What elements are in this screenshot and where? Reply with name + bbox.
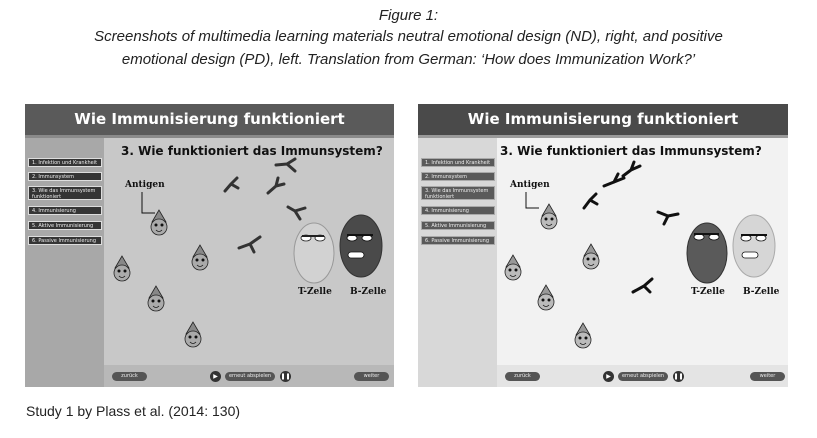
screenshot-neutral-design	[418, 104, 788, 387]
antigen-label: Antigen	[125, 180, 165, 190]
antigen-character	[151, 210, 167, 235]
antigen-character	[192, 245, 208, 270]
back-button[interactable]: zurück	[112, 372, 147, 381]
t-cell-character	[294, 223, 334, 283]
b-cell-character	[340, 215, 382, 277]
figure-source: Study 1 by Plass et al. (2014: 130)	[26, 403, 241, 419]
back-button[interactable]: zurück	[505, 372, 540, 381]
antigen-character	[505, 255, 521, 280]
antibody-icon	[584, 194, 597, 208]
t-cell-character	[687, 223, 727, 283]
pause-icon[interactable]: ❚❚	[280, 373, 291, 380]
antigen-character	[575, 323, 591, 348]
antigen-pointer	[526, 192, 539, 208]
player-controls	[104, 365, 394, 387]
antigen-character	[148, 286, 164, 311]
b-cell-label: B-Zelle	[350, 287, 387, 297]
antigen-character	[538, 285, 554, 310]
lesson-title: Wie Immunisierung funktioniert	[418, 104, 788, 138]
menu-item-how-it-works[interactable]: 3. Wie das Immunsystem funktioniert	[28, 186, 102, 200]
menu-item-immune-system[interactable]: 2. Immunsystem	[28, 172, 102, 181]
antibody-icon	[623, 162, 640, 176]
screenshot-positive-design	[25, 104, 394, 387]
antigen-character	[114, 256, 130, 281]
play-icon[interactable]: ▶	[603, 371, 614, 382]
antigen-label: Antigen	[510, 180, 550, 190]
antibody-icon	[268, 178, 284, 193]
antibody-icon	[239, 237, 260, 252]
next-button[interactable]: weiter	[750, 372, 785, 381]
antibody-icon	[225, 178, 238, 191]
menu-item-active[interactable]: 5. Aktive Immunisierung	[421, 221, 495, 230]
antibody-icon	[276, 159, 295, 171]
menu-item-active[interactable]: 5. Aktive Immunisierung	[28, 221, 102, 230]
pause-icon[interactable]: ❚❚	[673, 373, 684, 380]
menu-item-infection[interactable]: 1. Infektion und Krankheit	[28, 158, 102, 167]
menu-item-immunization[interactable]: 4. Immunisierung	[421, 206, 495, 215]
section-heading: 3. Wie funktioniert das Immunsystem?	[121, 144, 383, 158]
figure-label: Figure 1:	[378, 7, 439, 24]
menu-item-passive[interactable]: 6. Passive Immunisierung	[421, 236, 495, 245]
antigen-character	[185, 322, 201, 347]
menu-item-infection[interactable]: 1. Infektion und Krankheit	[421, 158, 495, 167]
immune-illustration	[25, 104, 394, 387]
t-cell-label: T-Zelle	[691, 287, 725, 297]
antigen-pointer	[142, 192, 155, 213]
t-cell-label: T-Zelle	[298, 287, 332, 297]
section-heading: 3. Wie funktioniert das Immunsystem?	[500, 144, 762, 158]
antibody-icon	[604, 174, 624, 186]
antigen-character	[583, 244, 599, 269]
antibody-icon	[658, 212, 678, 224]
replay-button[interactable]: erneut abspielen	[618, 372, 668, 381]
next-button[interactable]: weiter	[354, 372, 389, 381]
immune-illustration	[418, 104, 788, 387]
menu-item-how-it-works[interactable]: 3. Wie das Immunsystem funktioniert	[421, 186, 495, 200]
antibody-icon	[288, 207, 305, 219]
play-icon[interactable]: ▶	[210, 371, 221, 382]
player-controls	[497, 365, 788, 387]
menu-item-passive[interactable]: 6. Passive Immunisierung	[28, 236, 102, 245]
figure-caption-line-2: emotional design (PD), left. Translation from German: ‘How does Immunization Work?’	[121, 51, 696, 68]
b-cell-character	[733, 215, 775, 277]
menu-item-immune-system[interactable]: 2. Immunsystem	[421, 172, 495, 181]
lesson-title: Wie Immunisierung funktioniert	[25, 104, 394, 138]
menu-item-immunization[interactable]: 4. Immunisierung	[28, 206, 102, 215]
figure-caption-line-1: Screenshots of multimedia learning materials neutral emotional design (ND), right, and positive	[94, 28, 723, 45]
replay-button[interactable]: erneut abspielen	[225, 372, 275, 381]
b-cell-label: B-Zelle	[743, 287, 780, 297]
antibody-icon	[633, 279, 652, 292]
antigen-character	[541, 204, 557, 229]
